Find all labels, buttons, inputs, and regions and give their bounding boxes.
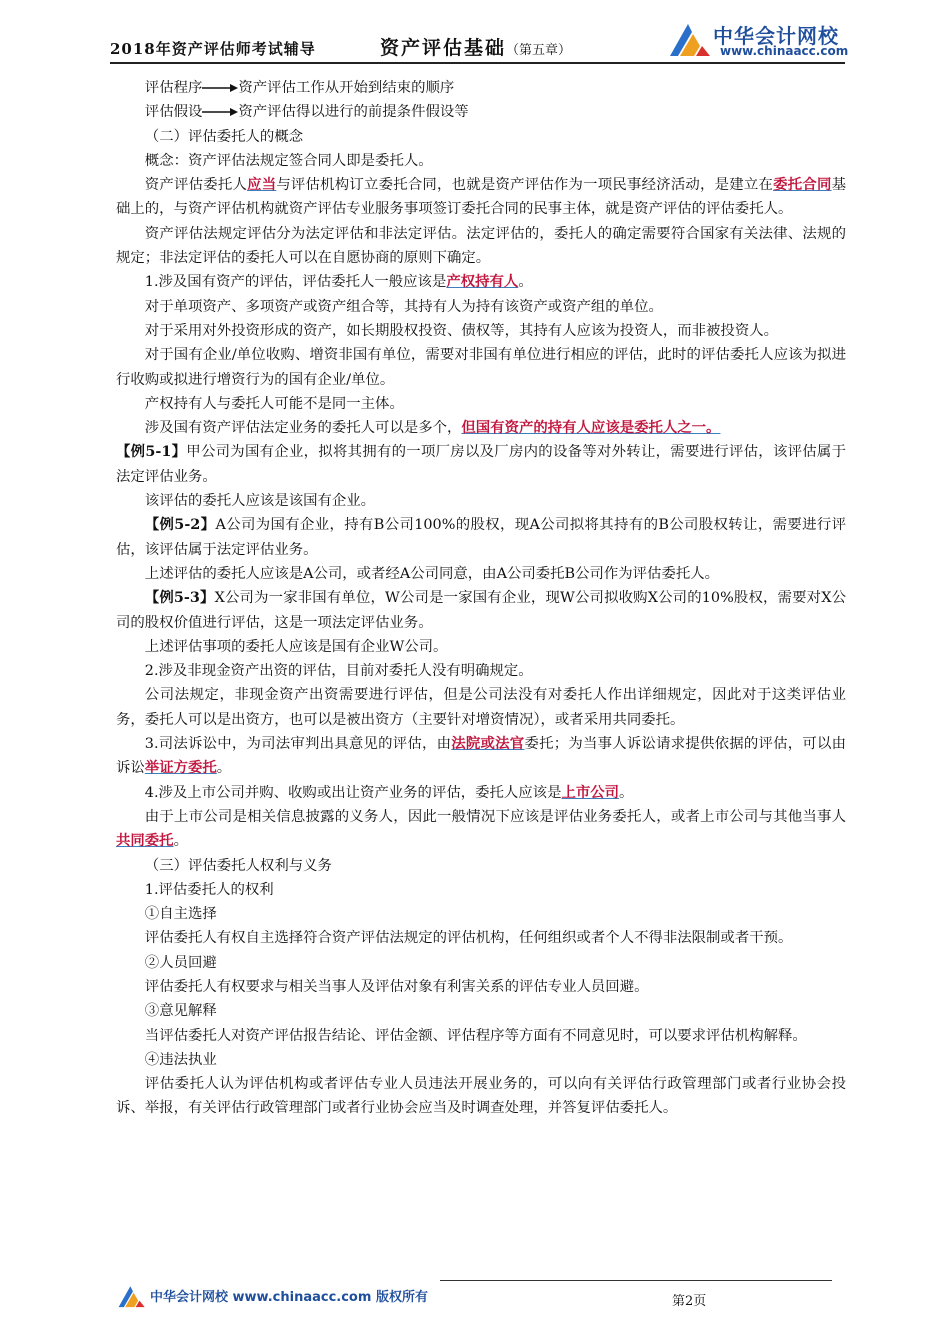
paragraph: 对于采用对外投资形成的资产，如长期股权投资、债权等，其持有人应该为投资人，而非被投资人。 — [144, 322, 778, 339]
example-5-1 — [116, 440, 846, 489]
right-heading: ②人员回避 — [144, 954, 217, 971]
text-run: 。 — [173, 833, 188, 850]
example-5-2 — [116, 513, 846, 562]
text-run: 1.涉及国有资产的评估，评估委托人一般应该是 — [144, 274, 447, 291]
right-heading: ③意见解释 — [144, 1003, 217, 1020]
paragraph — [116, 781, 846, 805]
highlight: 但国有资产的持有人应该是委托人之一。 — [461, 419, 721, 437]
paragraph: 2.涉及非现金资产出资的评估，目前对委托人没有明确规定。 — [144, 663, 533, 680]
page-footer — [110, 1278, 845, 1318]
text-run: 委托；为当事人诉讼请求提供依据的评估，可以由诉讼 — [116, 736, 846, 777]
procedure-term: 评估程序 — [144, 80, 203, 96]
highlight: 产权持有人 — [446, 273, 519, 291]
text-run: 。 — [518, 274, 533, 291]
footer-rule — [440, 1280, 832, 1281]
paragraph: 对于单项资产、多项资产或资产组合等，其持有人为持有该资产或资产组的单位。 — [144, 298, 663, 315]
right-heading: ④违法执业 — [144, 1051, 217, 1068]
example-5-3 — [116, 586, 846, 635]
paragraph — [116, 270, 846, 294]
paragraph — [116, 805, 846, 854]
paragraph — [116, 416, 846, 440]
example-label: 【例5-3】 — [144, 589, 215, 607]
text-run: 基础上的，与资产评估机构就资产评估专业服务事项签订委托合同的民事主体，就是资产评估的评估委托人。 — [116, 177, 846, 218]
highlight: 委托合同 — [773, 176, 832, 194]
paragraph: 该评估的委托人应该是该国有企业。 — [144, 493, 376, 510]
paragraph: 评估委托人有权自主选择符合资产评估法规定的评估机构，任何组织或者个人不得非法限制或者干预。 — [144, 930, 793, 947]
paragraph: 1.评估委托人的权利 — [144, 881, 274, 898]
paragraph: 上述评估事项的委托人应该是国有企业W公司。 — [144, 638, 448, 655]
highlight: 共同委托 — [116, 832, 174, 850]
text-run: 。 — [216, 760, 232, 777]
paragraph: 上述评估的委托人应该是A公司，或者经A公司同意，由A公司委托B公司作为评估委托人。 — [144, 565, 720, 582]
header-course: 2018年资产评估师考试辅导 — [110, 40, 316, 58]
assumption-desc: 资产评估得以进行的前提条件假设等 — [238, 104, 469, 121]
highlight: 举证方委托 — [144, 759, 217, 777]
paragraph: 资产评估法规定评估分为法定评估和非法定评估。法定评估的，委托人的确定需要符合国家有关法律、法规的规定；非法定评估的委托人可以在自愿协商的原则下确定。 — [116, 225, 846, 267]
procedure-desc: 资产评估工作从开始到结束的顺序 — [238, 80, 455, 96]
section-heading-3: （三）评估委托人权利与义务 — [144, 857, 332, 874]
example-text: A公司为国有企业，持有B公司100%的股权，现A公司拟将其持有的B公司股权转让，需要进行评估，该评估属于法定评估业务。 — [116, 517, 846, 558]
logo[interactable] — [666, 18, 849, 60]
text-run: 资产评估委托人 — [144, 177, 248, 194]
paragraph: 概念：资产评估法规定签合同人即是委托人。 — [144, 152, 433, 169]
assumption-term: 评估假设 — [144, 104, 203, 121]
highlight: 上市公司 — [561, 783, 620, 801]
example-label: 【例5-1】 — [116, 443, 187, 461]
logo-name: 中华会计网校 — [713, 24, 839, 48]
logo-url: www.chinaacc.com — [720, 44, 849, 58]
header-title — [380, 33, 571, 60]
paragraph: 当评估委托人对资产评估报告结论、评估金额、评估程序等方面有不同意见时，可以要求评估机构解释。 — [144, 1027, 807, 1044]
paragraph: 公司法规定，非现金资产出资需要进行评估，但是公司法没有对委托人作出详细规定，因此对于这类评估业务，委托人可以是出资方，也可以是被出资方（主要针对增资情况），或者采用共同委托。 — [116, 687, 846, 728]
page-header — [110, 18, 849, 63]
text-run: 3.司法诉讼中，为司法审判出具意见的评估，由 — [144, 736, 452, 753]
procedure-line — [116, 76, 846, 100]
header-subject: 资产评估基础 — [380, 37, 507, 59]
paragraph — [116, 173, 846, 222]
logo-icon — [666, 18, 712, 60]
paragraph: 产权持有人与委托人可能不是同一主体。 — [144, 395, 404, 412]
footer-logo-icon — [116, 1282, 146, 1310]
page-number: 第2页 — [672, 1294, 707, 1309]
example-text: 甲公司为国有企业，拟将其拥有的一项厂房以及厂房内的设备等对外转让，需要进行评估，该评估属于法定评估业务。 — [116, 444, 846, 485]
example-label: 【例5-2】 — [144, 516, 216, 534]
arrow-right-icon — [202, 107, 238, 117]
footer-brand[interactable]: 中华会计网校 www.chinaacc.com 版权所有 — [150, 1290, 428, 1305]
text-run: 与评估机构订立委托合同，也就是资产评估作为一项民事经济活动，是建立在 — [276, 177, 774, 194]
text-run: 由于上市公司是相关信息披露的义务人，因此一般情况下应该是评估业务委托人，或者上市公司与其他当事人 — [144, 808, 846, 825]
paragraph: 评估委托人有权要求与相关当事人及评估对象有利害关系的评估专业人员回避。 — [144, 978, 649, 995]
arrow-right-icon — [202, 83, 238, 93]
header-chapter: （第五章） — [506, 43, 572, 58]
text-run: 。 — [619, 784, 634, 801]
highlight: 应当 — [247, 176, 277, 194]
text-run: 4.涉及上市公司并购、收购或出让资产业务的评估，委托人应该是 — [144, 784, 562, 801]
text-run: 涉及国有资产评估法定业务的委托人可以是多个， — [144, 420, 462, 437]
assumption-line — [116, 100, 846, 124]
paragraph: 评估委托人认为评估机构或者评估专业人员违法开展业务的，可以向有关评估行政管理部门或者行业协会投诉、举报，有关评估行政管理部门或者行业协会应当及时调查处理，并答复评估委托人。 — [116, 1076, 846, 1117]
header-rule — [110, 62, 845, 64]
page-content — [116, 76, 846, 1121]
paragraph — [116, 732, 846, 781]
example-text: X公司为一家非国有单位，W公司是一家国有企业，现W公司拟收购X公司的10%股权，需要对X公司的股权价值进行评估，这是一项法定评估业务。 — [116, 590, 847, 631]
right-heading: ①自主选择 — [144, 906, 217, 923]
paragraph: 对于国有企业/单位收购、增资非国有单位，需要对非国有单位进行相应的评估，此时的评估委托人应该为拟进行收购或拟进行增资行为的国有企业/单位。 — [116, 347, 846, 388]
highlight: 法院或法官 — [451, 735, 525, 753]
section-heading-2: （二）评估委托人的概念 — [144, 128, 304, 145]
